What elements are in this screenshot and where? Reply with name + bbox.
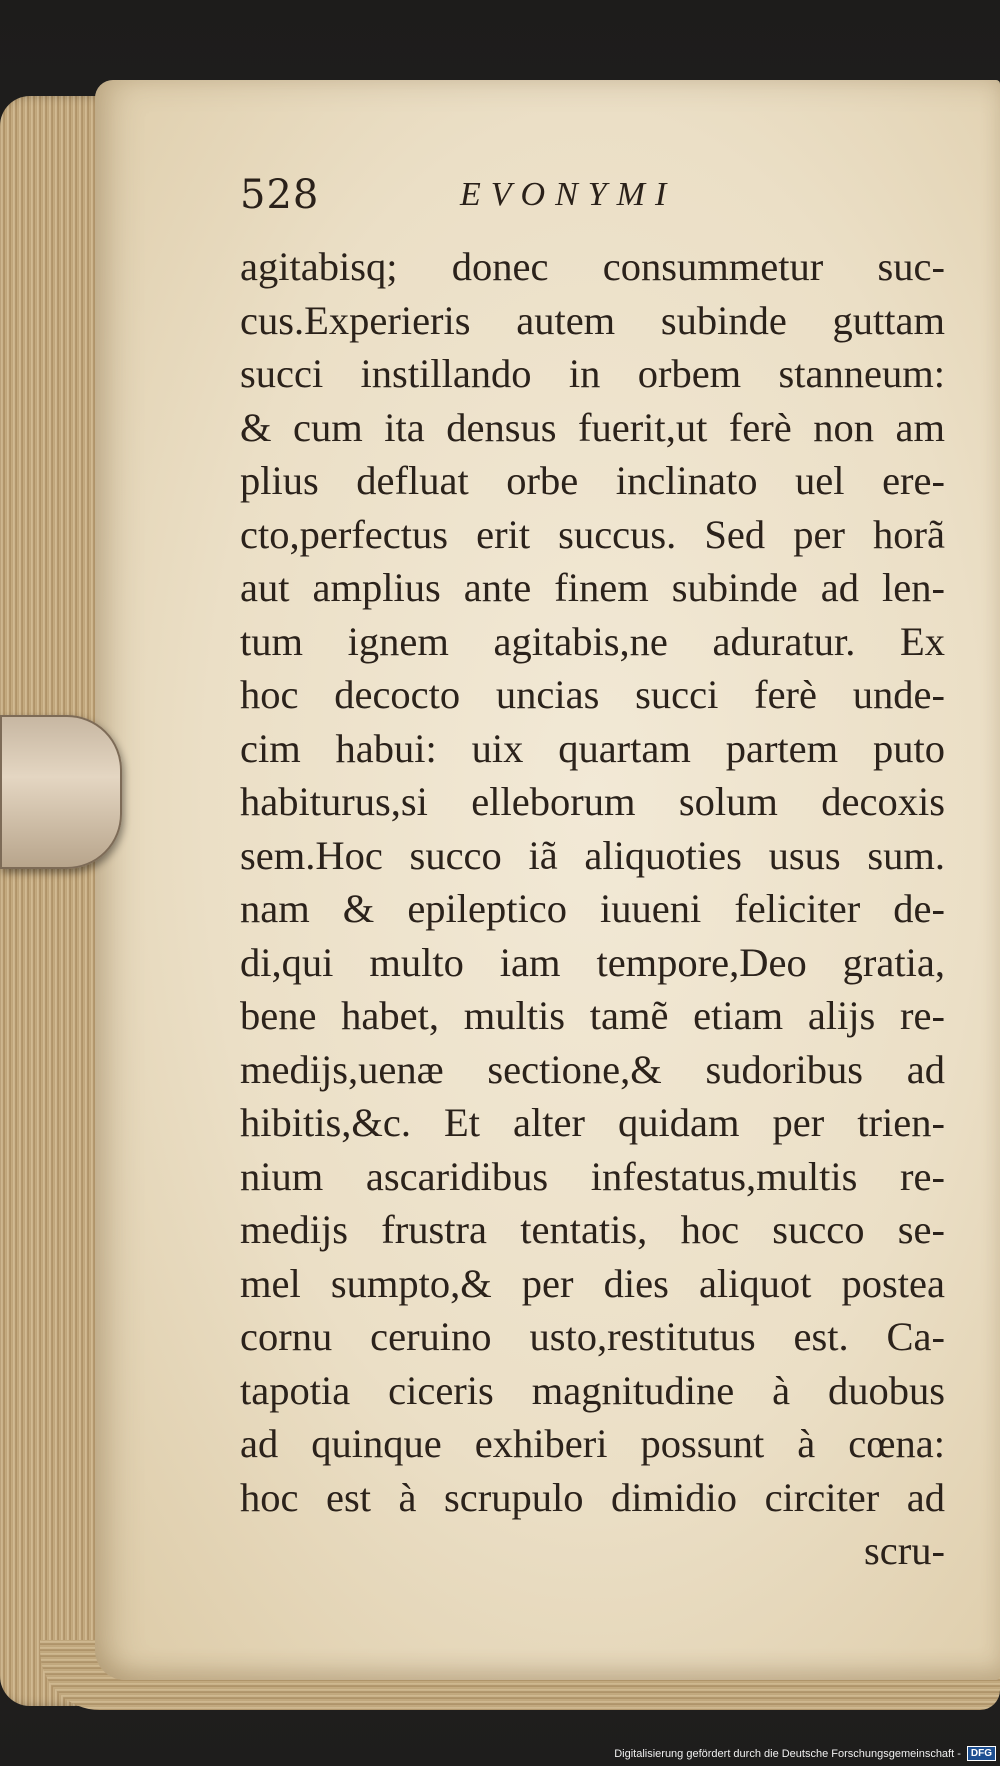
text-line: cto,perfectus erit succus. Sed per horã bbox=[240, 511, 945, 557]
catchword: scru- bbox=[864, 1528, 945, 1573]
text-line: di,qui multo iam tempore,Deo gratia, bbox=[240, 939, 945, 985]
text-line: ad quinque exhiberi possunt à cœna: bbox=[240, 1421, 945, 1466]
text-line: cim habui: uix quartam partem puto bbox=[240, 725, 945, 771]
text-line: medijs,uenæ sectione,& sudoribus ad bbox=[240, 1046, 945, 1092]
text-line: plius defluat orbe inclinato uel ere- bbox=[240, 458, 945, 503]
text-line: agitabisq; donec consummetur suc- bbox=[240, 244, 945, 289]
text-line: cornu ceruino usto,restitutus est. Ca- bbox=[240, 1314, 945, 1359]
text-line: sem.Hoc succo iã aliquoties usus sum. bbox=[240, 832, 945, 878]
page-header bbox=[240, 172, 960, 232]
text-line: succi instillando in orbem stanneum: bbox=[240, 351, 945, 396]
text-line: tum ignem agitabis,ne aduratur. Ex bbox=[240, 618, 945, 664]
text-line: nium ascaridibus infestatus,multis re- bbox=[240, 1153, 945, 1199]
text-line: hibitis,&c. Et alter quidam per trien- bbox=[240, 1100, 945, 1145]
running-head: EVONYMI bbox=[460, 176, 677, 213]
text-line: hoc decocto uncias succi ferè unde- bbox=[240, 672, 945, 717]
page-number: 528 bbox=[240, 172, 320, 218]
text-line: & cum ita densus fuerit,ut ferè non am bbox=[240, 404, 945, 450]
text-line: bene habet, multis tamẽ etiam alijs re- bbox=[240, 993, 945, 1038]
page-clip bbox=[0, 715, 122, 869]
text-line: nam & epileptico iuueni feliciter de- bbox=[240, 886, 945, 931]
text-line: mel sumpto,& per dies aliquot postea bbox=[240, 1260, 945, 1306]
text-line: aut amplius ante finem subinde ad len- bbox=[240, 565, 945, 610]
text-line: cus.Experieris autem subinde guttam bbox=[240, 297, 945, 343]
digitization-credit bbox=[614, 1746, 996, 1761]
text-line: hoc est à scrupulo dimidio circiter ad bbox=[240, 1474, 945, 1520]
text-line: medijs frustra tentatis, hoc succo se- bbox=[240, 1207, 945, 1252]
text-line: tapotia ciceris magnitudine à duobus bbox=[240, 1367, 945, 1413]
dfg-logo-icon: DFG bbox=[967, 1746, 996, 1761]
body-text bbox=[240, 240, 945, 1578]
text-line: habiturus,si elleborum solum decoxis bbox=[240, 779, 945, 824]
credit-text: Digitalisierung gefördert durch die Deutsche Forschungsgemeinschaft - bbox=[614, 1747, 961, 1760]
